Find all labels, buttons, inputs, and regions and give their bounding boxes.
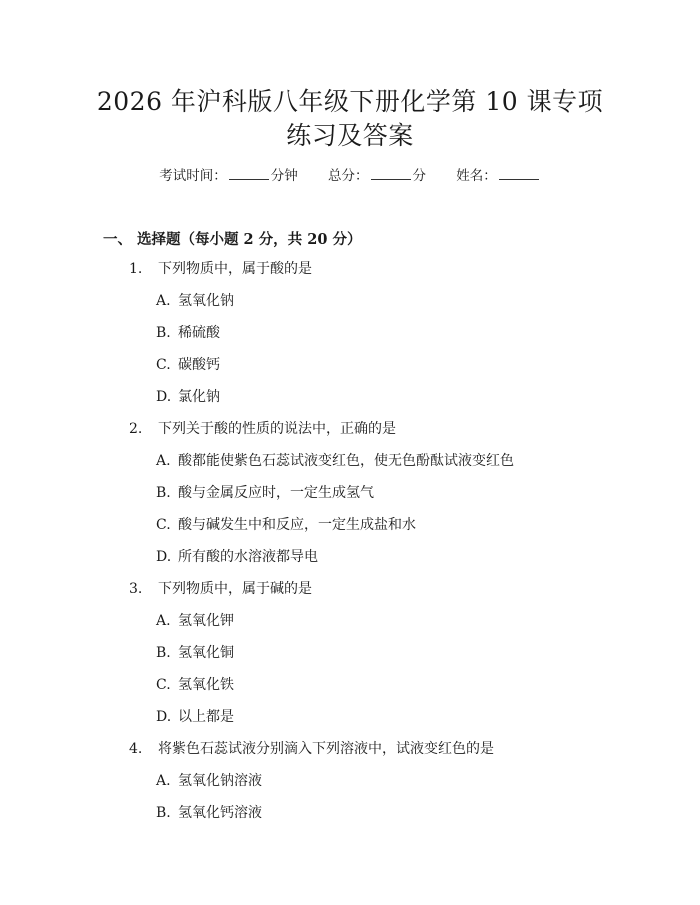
question-number: 4.	[129, 741, 143, 757]
section-title: 选择题（每小题 2 分，共 20 分）	[137, 231, 362, 248]
section-number: 一、	[103, 231, 132, 248]
question	[129, 418, 396, 440]
option-text: 酸与金属反应时，一定生成氢气	[178, 485, 374, 501]
page-title-line-2: 练习及答案	[286, 121, 414, 150]
exam-name-blank	[499, 166, 539, 180]
question-number: 3.	[129, 581, 143, 597]
exam-name-label: 姓名：	[456, 168, 497, 184]
option-letter: A.	[156, 293, 171, 309]
section-heading	[103, 229, 361, 251]
option-letter: D.	[156, 549, 172, 565]
option-letter: B.	[156, 485, 171, 501]
question-text: 下列物质中，属于碱的是	[158, 581, 312, 597]
exam-time-label: 考试时间：	[159, 168, 227, 184]
option-item	[156, 770, 262, 792]
question-text: 下列物质中，属于酸的是	[158, 261, 312, 277]
option-letter: D.	[156, 389, 172, 405]
option-text: 氯化钠	[178, 389, 220, 405]
option-letter: A.	[156, 453, 171, 469]
option-item	[156, 674, 234, 696]
option-letter: C.	[156, 357, 171, 373]
question	[129, 578, 312, 600]
exam-score-label: 总分：	[328, 168, 369, 184]
question-text: 将紫色石蕊试液分别滴入下列溶液中，试液变红色的是	[158, 741, 494, 757]
option-text: 所有酸的水溶液都导电	[178, 549, 318, 565]
option-item	[156, 386, 220, 408]
option-item	[156, 322, 220, 344]
question-number: 1.	[129, 261, 143, 277]
exam-name	[456, 166, 541, 186]
exam-score-unit: 分	[412, 168, 426, 184]
exam-score	[328, 166, 426, 186]
question-text: 下列关于酸的性质的说法中，正确的是	[158, 421, 396, 437]
option-text: 碳酸钙	[178, 357, 220, 373]
question	[129, 258, 312, 280]
option-item	[156, 290, 234, 312]
option-item	[156, 610, 234, 632]
question	[129, 738, 494, 760]
option-item	[156, 546, 318, 568]
option-letter: B.	[156, 325, 171, 341]
option-letter: B.	[156, 805, 171, 821]
option-item	[156, 450, 514, 472]
option-item	[156, 482, 374, 504]
exam-meta	[0, 166, 700, 186]
option-letter: C.	[156, 517, 171, 533]
option-text: 酸与碱发生中和反应，一定生成盐和水	[178, 517, 416, 533]
question-number: 2.	[129, 421, 143, 437]
option-text: 氢氧化钾	[178, 613, 234, 629]
option-item	[156, 642, 234, 664]
option-text: 氢氧化钙溶液	[178, 805, 262, 821]
exam-time	[159, 166, 298, 186]
option-letter: A.	[156, 613, 171, 629]
option-text: 以上都是	[178, 709, 234, 725]
page-title-line-1: 2026 年沪科版八年级下册化学第 10 课专项	[96, 87, 604, 116]
option-text: 酸都能使紫色石蕊试液变红色，使无色酚酞试液变红色	[178, 453, 514, 469]
option-text: 氢氧化铁	[178, 677, 234, 693]
option-letter: D.	[156, 709, 172, 725]
exam-score-blank	[371, 166, 411, 180]
exam-time-blank	[229, 166, 269, 180]
option-letter: B.	[156, 645, 171, 661]
option-item	[156, 802, 262, 824]
option-letter: A.	[156, 773, 171, 789]
option-text: 氢氧化钠	[178, 293, 234, 309]
option-item	[156, 354, 220, 376]
option-letter: C.	[156, 677, 171, 693]
option-item	[156, 514, 416, 536]
option-text: 氢氧化钠溶液	[178, 773, 262, 789]
option-text: 稀硫酸	[178, 325, 220, 341]
option-item	[156, 706, 234, 728]
exam-time-unit: 分钟	[270, 168, 298, 184]
option-text: 氢氧化铜	[178, 645, 234, 661]
